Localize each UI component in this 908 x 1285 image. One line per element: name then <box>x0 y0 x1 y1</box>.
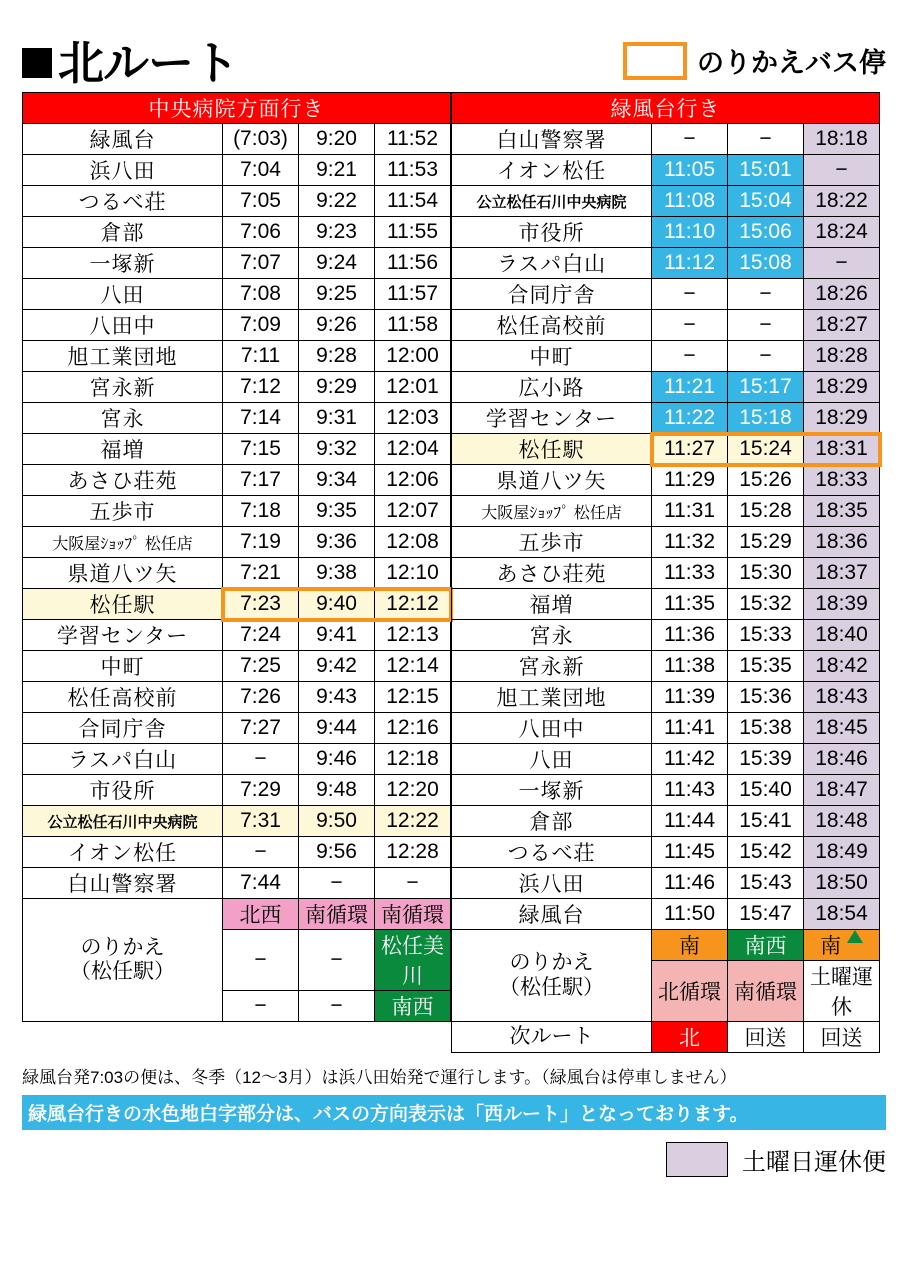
table-row <box>23 217 451 248</box>
departure-time: 11:21 <box>652 372 728 403</box>
departure-time: 11:38 <box>652 651 728 682</box>
departure-time: 11:39 <box>652 682 728 713</box>
table-row <box>452 248 880 279</box>
stop-name: 宮永新 <box>452 651 652 682</box>
departure-time: 15:41 <box>728 806 804 837</box>
departure-time: − <box>652 124 728 155</box>
transfer-route: − <box>223 991 299 1022</box>
timetables-container <box>22 92 886 1053</box>
table-row <box>23 155 451 186</box>
departure-time: 15:42 <box>728 837 804 868</box>
table-row <box>23 713 451 744</box>
departure-time: 12:04 <box>375 434 451 465</box>
departure-time: 18:49 <box>804 837 880 868</box>
right-table-wrap <box>451 92 880 1053</box>
departure-time: 7:14 <box>223 403 299 434</box>
departure-time: 18:26 <box>804 279 880 310</box>
departure-time: 11:29 <box>652 465 728 496</box>
stop-name: 一塚新 <box>23 248 223 279</box>
departure-time: 7:24 <box>223 620 299 651</box>
departure-time: 11:44 <box>652 806 728 837</box>
table-row <box>452 806 880 837</box>
departure-time: 11:58 <box>375 310 451 341</box>
table-row <box>452 899 880 930</box>
departure-time: 11:05 <box>652 155 728 186</box>
departure-time: 9:48 <box>299 775 375 806</box>
stop-name: 緑風台 <box>452 899 652 930</box>
table-row <box>452 682 880 713</box>
departure-time: 18:29 <box>804 372 880 403</box>
departure-time: 11:53 <box>375 155 451 186</box>
stop-name: 緑風台 <box>23 124 223 155</box>
departure-time: 7:25 <box>223 651 299 682</box>
right-timetable <box>451 92 880 1053</box>
stop-name: 県道八ツ矢 <box>452 465 652 496</box>
table-row <box>452 775 880 806</box>
departure-time: 9:22 <box>299 186 375 217</box>
stop-name: ラスパ白山 <box>452 248 652 279</box>
next-route-value: 北 <box>652 1022 728 1053</box>
departure-time: 11:33 <box>652 558 728 589</box>
table-row <box>452 527 880 558</box>
departure-time: − <box>652 341 728 372</box>
table-row <box>452 558 880 589</box>
departure-time: 7:21 <box>223 558 299 589</box>
departure-time: − <box>299 868 375 899</box>
transfer-route: 南循環 <box>299 899 375 930</box>
stop-name: 広小路 <box>452 372 652 403</box>
departure-time: 9:34 <box>299 465 375 496</box>
stop-name: 中町 <box>452 341 652 372</box>
transfer-label: のりかえ （松任駅） <box>452 930 652 1022</box>
departure-time: 15:33 <box>728 620 804 651</box>
departure-time: 15:18 <box>728 403 804 434</box>
departure-time: 11:43 <box>652 775 728 806</box>
departure-time: 15:08 <box>728 248 804 279</box>
departure-time: 7:31 <box>223 806 299 837</box>
departure-time: − <box>375 868 451 899</box>
departure-time: 9:26 <box>299 310 375 341</box>
stop-name: あさひ荘苑 <box>23 465 223 496</box>
table-row <box>23 620 451 651</box>
transfer-label: のりかえ （松任駅） <box>23 899 223 1022</box>
departure-time: 12:12 <box>375 589 451 620</box>
departure-time: 9:29 <box>299 372 375 403</box>
departure-time: 15:30 <box>728 558 804 589</box>
up-triangle-icon <box>847 930 863 943</box>
stop-name: 大阪屋ｼｮｯﾌﾟ 松任店 <box>452 496 652 527</box>
departure-time: 9:23 <box>299 217 375 248</box>
departure-time: 18:35 <box>804 496 880 527</box>
note-winter-service: 緑風台発7:03の便は、冬季（12〜3月）は浜八田始発で運行します。（緑風台は停車しません） <box>22 1068 737 1087</box>
table-row <box>23 589 451 620</box>
departure-time: − <box>652 279 728 310</box>
departure-time: 9:25 <box>299 279 375 310</box>
stop-name: 八田中 <box>23 310 223 341</box>
departure-time: 18:31 <box>804 434 880 465</box>
stop-name: あさひ荘苑 <box>452 558 652 589</box>
departure-time: 18:36 <box>804 527 880 558</box>
departure-time: 9:38 <box>299 558 375 589</box>
departure-time: 7:17 <box>223 465 299 496</box>
note-west-route: 緑風台行きの水色地白字部分は、バスの方向表示は「西ルート」となっております。 <box>22 1095 886 1130</box>
stop-name: 白山警察署 <box>452 124 652 155</box>
departure-time: 18:24 <box>804 217 880 248</box>
departure-time: 15:26 <box>728 465 804 496</box>
stop-name: つるべ荘 <box>23 186 223 217</box>
departure-time: 7:27 <box>223 713 299 744</box>
stop-name: 公立松任石川中央病院 <box>452 186 652 217</box>
table-row <box>452 310 880 341</box>
stop-name: 合同庁舎 <box>452 279 652 310</box>
departure-time: 18:39 <box>804 589 880 620</box>
table-row <box>452 124 880 155</box>
departure-time: 9:20 <box>299 124 375 155</box>
table-row <box>23 124 451 155</box>
departure-time: 18:45 <box>804 713 880 744</box>
stop-name: 旭工業団地 <box>452 682 652 713</box>
table-row <box>23 558 451 589</box>
stop-name: 白山警察署 <box>23 868 223 899</box>
departure-time: 11:42 <box>652 744 728 775</box>
table-row <box>452 713 880 744</box>
stop-name: 一塚新 <box>452 775 652 806</box>
departure-time: − <box>728 310 804 341</box>
departure-time: − <box>728 341 804 372</box>
departure-time: 9:50 <box>299 806 375 837</box>
transfer-legend-label: のりかえバス停 <box>697 48 886 78</box>
departure-time: 18:54 <box>804 899 880 930</box>
departure-time: 11:22 <box>652 403 728 434</box>
stop-name: 八田中 <box>452 713 652 744</box>
departure-time: 7:04 <box>223 155 299 186</box>
table-row <box>23 682 451 713</box>
stop-name: イオン松任 <box>452 155 652 186</box>
departure-time: 15:40 <box>728 775 804 806</box>
table-row <box>452 217 880 248</box>
transfer-route: 北西 <box>223 899 299 930</box>
departure-time: 18:29 <box>804 403 880 434</box>
departure-time: 7:09 <box>223 310 299 341</box>
departure-time: 9:42 <box>299 651 375 682</box>
departure-time: 7:23 <box>223 589 299 620</box>
departure-time: − <box>804 248 880 279</box>
stop-name: 八田 <box>23 279 223 310</box>
departure-time: 7:11 <box>223 341 299 372</box>
departure-time: 9:40 <box>299 589 375 620</box>
departure-time: 11:52 <box>375 124 451 155</box>
departure-time: 15:29 <box>728 527 804 558</box>
departure-time: 11:55 <box>375 217 451 248</box>
departure-time: − <box>728 124 804 155</box>
departure-time: 9:31 <box>299 403 375 434</box>
departure-time: 9:46 <box>299 744 375 775</box>
transfer-route: 南 <box>652 930 728 961</box>
departure-time: − <box>223 744 299 775</box>
stop-name: 五歩市 <box>452 527 652 558</box>
next-route-value: 回送 <box>728 1022 804 1053</box>
stop-name: 倉部 <box>452 806 652 837</box>
departure-time: 11:32 <box>652 527 728 558</box>
departure-time: 15:28 <box>728 496 804 527</box>
transfer-route: 北循環 <box>652 961 728 1022</box>
departure-time: 15:24 <box>728 434 804 465</box>
stop-name: 五歩市 <box>23 496 223 527</box>
departure-time: 12:22 <box>375 806 451 837</box>
table-row <box>452 744 880 775</box>
departure-time: − <box>223 837 299 868</box>
saturday-legend-label: 土曜日運休便 <box>742 1149 886 1176</box>
table-heading-left: 中央病院方面行き <box>23 93 451 124</box>
table-row <box>452 620 880 651</box>
stop-name: 学習センター <box>452 403 652 434</box>
table-row <box>23 403 451 434</box>
table-row <box>452 837 880 868</box>
next-route-row <box>452 1022 880 1053</box>
departure-time: 11:10 <box>652 217 728 248</box>
departure-time: 7:26 <box>223 682 299 713</box>
departure-time: 18:33 <box>804 465 880 496</box>
table-row <box>452 589 880 620</box>
departure-time: 12:08 <box>375 527 451 558</box>
departure-time: 9:44 <box>299 713 375 744</box>
stop-name: 宮永 <box>23 403 223 434</box>
departure-time: 18:42 <box>804 651 880 682</box>
departure-time: 11:57 <box>375 279 451 310</box>
departure-time: 7:06 <box>223 217 299 248</box>
transfer-route: 南西 <box>728 930 804 961</box>
departure-time: 18:48 <box>804 806 880 837</box>
stop-name: 市役所 <box>452 217 652 248</box>
departure-time: 18:50 <box>804 868 880 899</box>
departure-time: − <box>652 310 728 341</box>
transfer-legend-box-icon <box>623 42 687 80</box>
table-row <box>452 279 880 310</box>
departure-time: 9:28 <box>299 341 375 372</box>
departure-time: 9:21 <box>299 155 375 186</box>
table-row <box>452 186 880 217</box>
table-row <box>23 837 451 868</box>
stop-name: 学習センター <box>23 620 223 651</box>
departure-time: 11:31 <box>652 496 728 527</box>
departure-time: 15:17 <box>728 372 804 403</box>
departure-time: 9:35 <box>299 496 375 527</box>
departure-time: − <box>804 155 880 186</box>
table-row <box>452 496 880 527</box>
transfer-row <box>23 899 451 930</box>
departure-time: 12:06 <box>375 465 451 496</box>
transfer-note: 土曜運休 <box>804 961 880 1022</box>
table-row <box>23 248 451 279</box>
departure-time: 9:41 <box>299 620 375 651</box>
departure-time: 7:07 <box>223 248 299 279</box>
departure-time: 7:08 <box>223 279 299 310</box>
table-row <box>23 651 451 682</box>
table-row <box>452 465 880 496</box>
departure-time: 11:50 <box>652 899 728 930</box>
departure-time: 15:04 <box>728 186 804 217</box>
transfer-legend <box>623 41 886 80</box>
stop-name: 宮永新 <box>23 372 223 403</box>
left-table-wrap <box>22 92 451 1053</box>
table-row <box>452 372 880 403</box>
table-row <box>452 434 880 465</box>
departure-time: 12:13 <box>375 620 451 651</box>
departure-time: 12:03 <box>375 403 451 434</box>
departure-time: 15:36 <box>728 682 804 713</box>
departure-time: 15:39 <box>728 744 804 775</box>
departure-time: 9:43 <box>299 682 375 713</box>
departure-time: 18:27 <box>804 310 880 341</box>
stop-name: 松任駅 <box>452 434 652 465</box>
left-timetable <box>22 92 451 1022</box>
square-bullet-icon <box>22 48 52 78</box>
departure-time: 15:47 <box>728 899 804 930</box>
departure-time: 11:41 <box>652 713 728 744</box>
departure-time: 11:27 <box>652 434 728 465</box>
departure-time: 7:15 <box>223 434 299 465</box>
stop-name: 松任高校前 <box>452 310 652 341</box>
stop-name: 浜八田 <box>452 868 652 899</box>
table-row <box>23 310 451 341</box>
table-row <box>23 279 451 310</box>
departure-time: 7:12 <box>223 372 299 403</box>
departure-time: 18:37 <box>804 558 880 589</box>
transfer-route: − <box>223 930 299 991</box>
departure-time: 9:32 <box>299 434 375 465</box>
stop-name: 松任高校前 <box>23 682 223 713</box>
stop-name: 福増 <box>23 434 223 465</box>
table-row <box>23 372 451 403</box>
table-row <box>23 434 451 465</box>
transfer-route: − <box>299 991 375 1022</box>
stop-name: イオン松任 <box>23 837 223 868</box>
stop-name: 県道八ツ矢 <box>23 558 223 589</box>
stop-name: 福増 <box>452 589 652 620</box>
departure-time: 9:24 <box>299 248 375 279</box>
table-row <box>23 527 451 558</box>
departure-time: 11:35 <box>652 589 728 620</box>
stop-name: つるべ荘 <box>452 837 652 868</box>
departure-time: 12:20 <box>375 775 451 806</box>
departure-time: 12:01 <box>375 372 451 403</box>
departure-time: 12:16 <box>375 713 451 744</box>
table-row <box>23 341 451 372</box>
stop-name: 倉部 <box>23 217 223 248</box>
departure-time: 15:32 <box>728 589 804 620</box>
departure-time: 15:43 <box>728 868 804 899</box>
departure-time: 15:35 <box>728 651 804 682</box>
table-row <box>23 806 451 837</box>
departure-time: 15:38 <box>728 713 804 744</box>
departure-time: 18:22 <box>804 186 880 217</box>
page-title <box>22 37 238 89</box>
departure-time: 12:07 <box>375 496 451 527</box>
departure-time: − <box>728 279 804 310</box>
departure-time: 18:47 <box>804 775 880 806</box>
departure-time: 11:45 <box>652 837 728 868</box>
departure-time: 7:05 <box>223 186 299 217</box>
transfer-route: 南西 <box>375 991 451 1022</box>
departure-time: 12:15 <box>375 682 451 713</box>
stop-name: 宮永 <box>452 620 652 651</box>
departure-time: 12:28 <box>375 837 451 868</box>
stop-name: 公立松任石川中央病院 <box>23 806 223 837</box>
departure-time: 12:18 <box>375 744 451 775</box>
page-header <box>22 14 886 89</box>
stop-name: 八田 <box>452 744 652 775</box>
table-row <box>23 465 451 496</box>
saturday-legend <box>22 1142 886 1177</box>
stop-name: 大阪屋ｼｮｯﾌﾟ 松任店 <box>23 527 223 558</box>
stop-name: 松任駅 <box>23 589 223 620</box>
departure-time: 11:46 <box>652 868 728 899</box>
departure-time: 11:56 <box>375 248 451 279</box>
stop-name: 合同庁舎 <box>23 713 223 744</box>
departure-time: 7:44 <box>223 868 299 899</box>
departure-time: 12:00 <box>375 341 451 372</box>
departure-time: 12:14 <box>375 651 451 682</box>
transfer-route: 南循環 <box>375 899 451 930</box>
departure-time: 11:36 <box>652 620 728 651</box>
saturday-legend-swatch-icon <box>666 1142 728 1177</box>
departure-time: 18:46 <box>804 744 880 775</box>
table-row <box>23 744 451 775</box>
transfer-route: − <box>299 930 375 991</box>
table-row <box>452 868 880 899</box>
table-row <box>23 496 451 527</box>
stop-name: 市役所 <box>23 775 223 806</box>
next-route-value: 回送 <box>804 1022 880 1053</box>
departure-time: 15:06 <box>728 217 804 248</box>
transfer-route: 南循環 <box>728 961 804 1022</box>
departure-time: 11:12 <box>652 248 728 279</box>
departure-time: 11:08 <box>652 186 728 217</box>
departure-time: 18:40 <box>804 620 880 651</box>
transfer-route: 松任美川 <box>375 930 451 991</box>
departure-time: 9:56 <box>299 837 375 868</box>
next-route-label: 次ルート <box>452 1022 652 1053</box>
departure-time: 18:43 <box>804 682 880 713</box>
table-heading-right: 緑風台行き <box>452 93 880 124</box>
departure-time: 7:18 <box>223 496 299 527</box>
table-row <box>23 186 451 217</box>
departure-time: 11:54 <box>375 186 451 217</box>
transfer-route: 南 <box>804 930 880 961</box>
departure-time: 9:36 <box>299 527 375 558</box>
stop-name: 浜八田 <box>23 155 223 186</box>
table-row <box>452 651 880 682</box>
stop-name: ラスパ白山 <box>23 744 223 775</box>
table-row <box>23 775 451 806</box>
table-row <box>23 868 451 899</box>
table-row <box>452 341 880 372</box>
departure-time: (7:03) <box>223 124 299 155</box>
departure-time: 7:19 <box>223 527 299 558</box>
departure-time: 18:28 <box>804 341 880 372</box>
table-row <box>452 403 880 434</box>
departure-time: 7:29 <box>223 775 299 806</box>
transfer-row <box>452 930 880 961</box>
departure-time: 18:18 <box>804 124 880 155</box>
departure-time: 12:10 <box>375 558 451 589</box>
stop-name: 旭工業団地 <box>23 341 223 372</box>
stop-name: 中町 <box>23 651 223 682</box>
table-row <box>452 155 880 186</box>
page-title-text: 北ルート <box>58 37 238 89</box>
departure-time: 15:01 <box>728 155 804 186</box>
